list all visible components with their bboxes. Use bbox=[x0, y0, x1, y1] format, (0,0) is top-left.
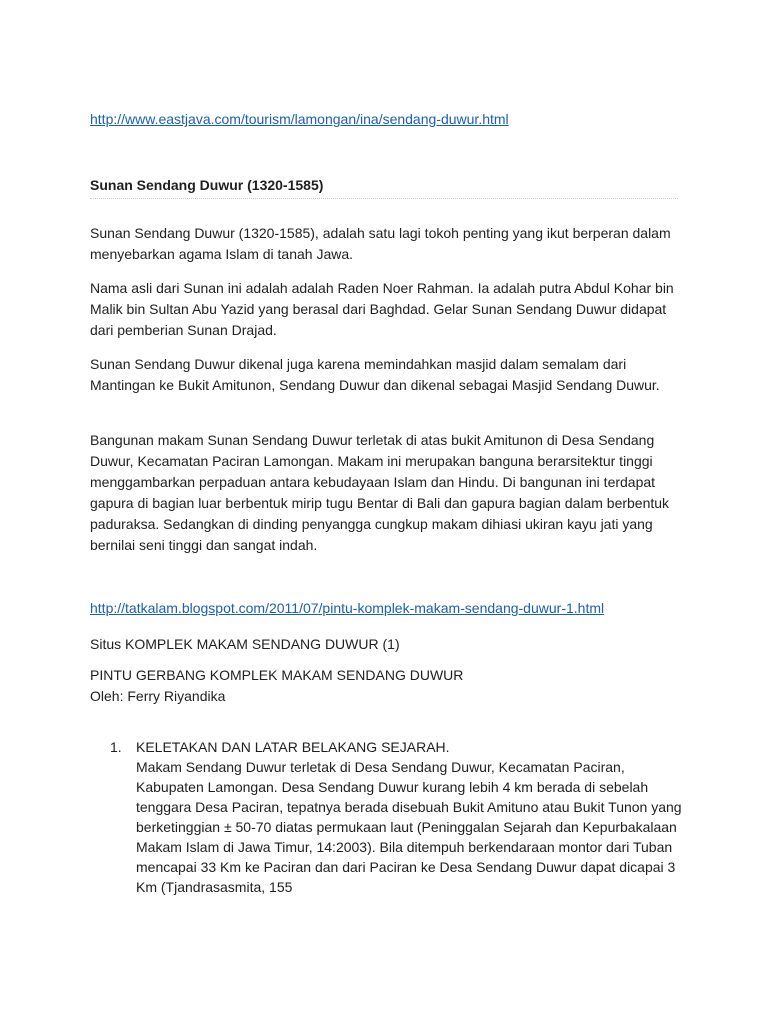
list-item bbox=[136, 737, 686, 897]
list-item-text: Makam Sendang Duwur terletak di Desa Sendang Duwur, Kecamatan Paciran, Kabupaten Lamongan. Desa Sendang Duwur kurang lebih 4 km berada di sebelah tenggara Desa Paciran, tepatnya berada disebuah Bukit Amituno atau Bukit Tunon yang berketinggian ± 50-70 diatas permukaan laut (Peninggalan Sejarah dan Kepurbakalaan Makam Islam di Jawa Timur, 14:2003). Bila ditempuh berkendaraan montor dari Tuban mencapai 33 Km ke Paciran dan dari Paciran ke Desa Sendang Duwur dapat dicapai 3 Km (Tjandrasasmita, 155 bbox=[136, 759, 682, 895]
author-line: Oleh: Ferry Riyandika bbox=[90, 688, 226, 704]
paragraph-masjid: Sunan Sendang Duwur dikenal juga karena memindahkan masjid dalam semalam dari Mantingan ke Bukit Amitunon, Sendang Duwur dan dikenal sebagai Masjid Sendang Duwur. bbox=[90, 356, 660, 393]
list-item-heading: KELETAKAN DAN LATAR BELAKANG SEJARAH. bbox=[136, 739, 450, 755]
tatkalam-link[interactable]: http://tatkalam.blogspot.com/2011/07/pintu-komplek-makam-sendang-duwur-1.html bbox=[90, 600, 605, 616]
page-heading: Sunan Sendang Duwur (1320-1585) bbox=[90, 177, 324, 193]
list-item-number: 1. bbox=[110, 739, 122, 755]
heading-block bbox=[90, 176, 678, 207]
paragraph-makam: Bangunan makam Sunan Sendang Duwur terletak di atas bukit Amitunon di Desa Sendang Duwur, Kecamatan Paciran Lamongan. Makam ini merupakan banguna berarsitektur tinggi menggambarkan perpaduan antara kebudayaan Islam dan Hindu. Di bangunan ini terdapat gapura di bagian luar berbentuk mirip tugu Bentar di Bali dan gapura bagian dalam berbentuk paduraksa. Sedangkan di dinding penyangga cungkup makam dihiasi ukiran kayu jati yang bernilai seni tinggi dan sangat indah. bbox=[90, 432, 670, 553]
pintu-block bbox=[90, 665, 690, 707]
situs-title: Situs KOMPLEK MAKAM SENDANG DUWUR (1) bbox=[90, 636, 400, 652]
document-page bbox=[90, 0, 690, 1024]
paragraph-origin: Nama asli dari Sunan ini adalah adalah Raden Noer Rahman. Ia adalah putra Abdul Kohar bin Malik bin Sultan Abu Yazid yang berasal dari Baghdad. Gelar Sunan Sendang Duwur didapat dari pemberian Sunan Drajad. bbox=[90, 280, 674, 338]
heading-divider bbox=[90, 198, 678, 199]
eastjava-link[interactable]: http://www.eastjava.com/tourism/lamongan/ina/sendang-duwur.html bbox=[90, 111, 509, 127]
paragraph-intro: Sunan Sendang Duwur (1320-1585), adalah satu lagi tokoh penting yang ikut berperan dalam menyebarkan agama Islam di tanah Jawa. bbox=[90, 225, 671, 262]
pintu-title: PINTU GERBANG KOMPLEK MAKAM SENDANG DUWUR bbox=[90, 667, 464, 683]
